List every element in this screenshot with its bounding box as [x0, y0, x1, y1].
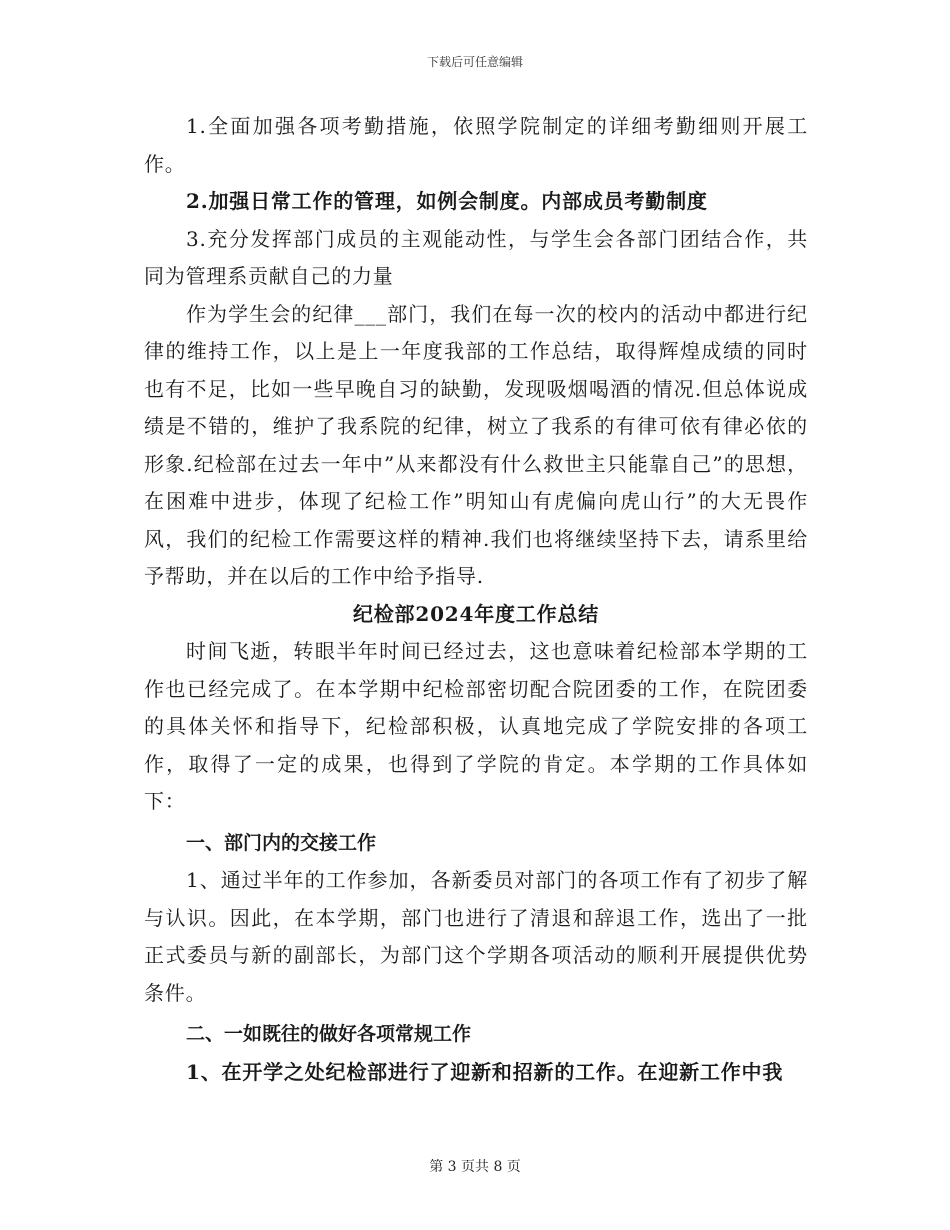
section-title: 纪检部2024年度工作总结: [352, 601, 600, 626]
paragraph-orientation-work: 1、在开学之处纪检部进行了迎新和招新的工作。在迎新工作中我: [186, 1059, 784, 1084]
heading-handover: 一、部门内的交接工作: [186, 831, 377, 854]
paragraph-attendance-measures: 1.全面加强各项考勤措施，依照学院制定的详细考勤细则开展工作。: [144, 114, 808, 176]
paragraph-handover-detail: 1、通过半年的工作参加，各新委员对部门的各项工作有了初步了解与认识。因此，在本学期，部门也进行了清退和辞退工作，选出了一批正式委员与新的副部长，为部门这个学期各项活动的顺利开展提供优势条件。: [144, 868, 808, 1005]
paragraph-daily-management: 2.加强日常工作的管理，如例会制度。内部成员考勤制度: [186, 189, 708, 213]
paragraph-member-initiative: 3.充分发挥部门成员的主观能动性，与学生会各部门团结合作，共同为管理系贡献自己的力量: [144, 226, 808, 288]
page-footer: 第 3 页共 8 页: [429, 1159, 521, 1175]
heading-routine-work: 二、一如既往的做好各项常规工作: [186, 1023, 472, 1045]
paragraph-discipline-summary: 作为学生会的纪律___部门，我们在每一次的校内的活动中都进行纪律的维持工作，以上是上一年度我部的工作总结，取得辉煌成绩的同时也有不足，比如一些早晚自习的缺勤，发现吸烟喝酒的情况.但总体说成绩是不错的，维护了我系院的纪律，树立了我系的有律可依有律必依的形象.纪检部在过去一年中”从来都没有什么救世主只能靠自己”的思想，在困难中进步，体现了纪检工作”明知山有虎偏向虎山行”的大无畏作风，我们的纪检工作需要这样的精神.我们也将继续坚持下去，请系里给予帮助，并在以后的工作中给予指导.: [144, 301, 808, 588]
paragraph-semester-intro: 时间飞逝，转眼半年时间已经过去，这也意味着纪检部本学期的工作也已经完成了。在本学期中纪检部密切配合院团委的工作，在院团委的具体关怀和指导下，纪检部积极，认真地完成了学院安排的各项工作，取得了一定的成果，也得到了学院的肯定。本学期的工作具体如下：: [144, 639, 808, 813]
document-body: [144, 108, 808, 1091]
page-header: 下载后可任意编辑: [426, 55, 523, 69]
